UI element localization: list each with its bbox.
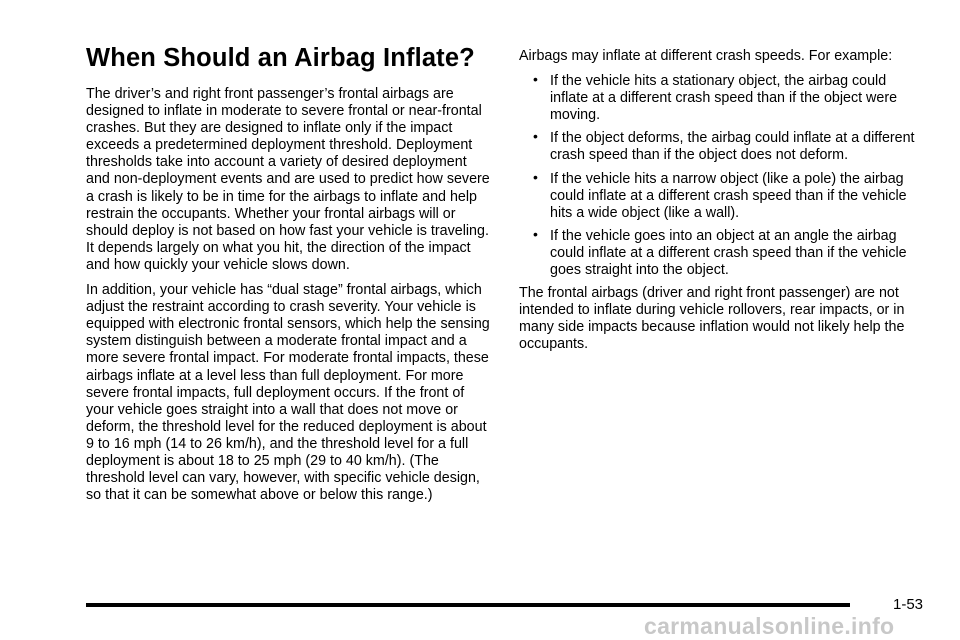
right-column: [519, 48, 919, 362]
bullet-icon: •: [533, 225, 538, 242]
body-paragraph: In addition, your vehicle has “dual stage” frontal airbags, which adjust the restraint according to crash severity. Your vehicle is equipped with electronic frontal sensors, which help the sensing system distinguish between a moderate frontal impact and a more severe frontal impact. For moderate frontal impacts, these airbags inflate at a level less than full deployment. For more severe frontal impacts, full deployment occurs. If the front of your vehicle goes straight into a wall that does not move or deform, the threshold level for the reduced deployment is about 9 to 16 mph (14 to 26 km/h), and the threshold level for a full deployment is about 18 to 25 mph (29 to 40 km/h). (The threshold level can vary, however, with specific vehicle design, so that it can be somewhat above or below this range.): [86, 282, 490, 504]
example-list: [519, 73, 919, 279]
bullet-icon: •: [533, 128, 538, 145]
list-item: [519, 73, 919, 124]
list-item: [519, 130, 919, 164]
list-item-text: If the vehicle hits a stationary object, the airbag could inflate at a different crash speed than if the object were moving.: [550, 73, 898, 124]
page-number: 1-53: [893, 596, 924, 613]
list-item-text: If the vehicle hits a narrow object (like a pole) the airbag could inflate at a different crash speed than if the vehicle hits a wide object (like a wall).: [550, 170, 907, 221]
list-item: [519, 168, 919, 222]
body-paragraph: The driver’s and right front passenger’s frontal airbags are designed to inflate in moderate to severe frontal or near-frontal crashes. But they are designed to inflate only if the impact exceeds a predetermined deployment threshold. Deployment thresholds take into account a variety of desired deployment and non-deployment events and are used to predict how severe a crash is likely to be in time for the airbags to inflate and help restrain the occupants. Whether your frontal airbags will or should deploy is not based on how fast your vehicle is traveling. It depends largely on what you hit, the direction of the impact and how quickly your vehicle slows down.: [86, 86, 490, 273]
closing-paragraph: The frontal airbags (driver and right front passenger) are not intended to inflate during vehicle rollovers, rear impacts, or in many side impacts because inflation would not likely help the occupants.: [519, 285, 905, 353]
footer-rule: [86, 603, 850, 607]
bullet-icon: •: [533, 168, 538, 185]
page-title: When Should an Airbag Inflate?: [86, 44, 475, 72]
bullet-icon: •: [533, 71, 538, 88]
intro-paragraph: Airbags may inflate at different crash speeds. For example:: [519, 48, 893, 64]
list-item: [519, 225, 919, 279]
list-item-text: If the vehicle goes into an object at an angle the airbag could inflate at a different crash speed than if the vehicle goes straight into the object.: [550, 227, 907, 279]
left-column: [86, 42, 494, 512]
watermark-text: carmanualsonline.info: [644, 613, 895, 639]
list-item-text: If the object deforms, the airbag could inflate at a different crash speed than if the object does not deform.: [550, 130, 915, 164]
